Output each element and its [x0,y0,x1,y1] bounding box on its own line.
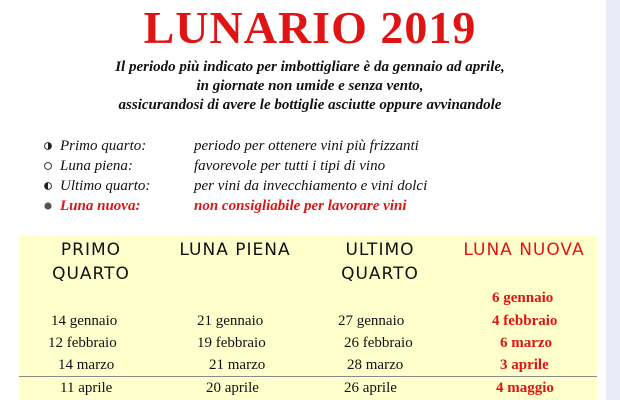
legend-item-full-moon [44,156,604,176]
legend-name: Luna nuova: [60,198,141,214]
date-cell: 4 febbraio [492,313,558,329]
date-cell: 28 marzo [347,357,404,373]
column-header [19,238,163,286]
date-cell: 3 aprile [500,357,549,373]
page-title: LUNARIO 2019 [143,2,477,53]
legend-name: Ultimo quarto: [60,178,151,194]
table-row-separator [19,376,597,377]
moon-phase-legend [44,136,604,216]
legend-item-first-quarter [44,136,604,156]
intro-line: in giornate non umide e senza vento, [196,78,424,94]
legend-desc: periodo per ottenere vini più frizzanti [194,138,419,154]
intro-line: Il periodo più indicato per imbottigliare è da gennaio ad aprile, [115,59,505,75]
column-header-line: LUNA NUOVA [463,240,585,260]
first-quarter-moon-icon [44,142,52,150]
date-cell: 26 febbraio [344,335,413,351]
full-moon-icon [44,162,52,170]
column-header-line: QUARTO [341,264,419,284]
legend-desc: favorevole per tutti i tipi di vino [194,158,386,174]
new-moon-icon [44,202,52,210]
column-header [308,238,452,286]
legend-desc: per vini da invecchiamento e vini dolci [194,178,428,194]
date-cell: 6 marzo [500,335,553,351]
date-cell: 4 maggio [496,380,554,396]
column-header-line: ULTIMO [345,240,415,260]
legend-item-new-moon [44,196,604,216]
last-quarter-moon-icon [44,182,52,190]
column-header-line: QUARTO [52,264,130,284]
legend-name: Primo quarto: [60,138,147,154]
date-cell: 26 aprile [344,380,397,396]
date-cell: 14 gennaio [51,313,118,329]
intro-line: assicurandosi di avere le bottiglie asciutte oppure avvinandole [118,97,502,113]
date-cell: 11 aprile [60,380,113,396]
column-header-line: PRIMO [60,240,122,260]
column-header-line: LUNA PIENA [179,240,291,260]
date-cell: 20 aprile [206,380,259,396]
date-cell: 19 febbraio [197,335,266,351]
date-cell: 12 febbraio [48,335,117,351]
legend-desc: non consigliabile per lavorare vini [194,198,407,214]
column-header [163,238,307,262]
column-header [452,238,596,262]
legend-name: Luna piena: [60,158,133,174]
date-cell: 14 marzo [58,357,115,373]
date-cell: 21 marzo [209,357,266,373]
date-cell: 6 gennaio [492,290,554,306]
date-cell: 27 gennaio [338,313,405,329]
date-cell: 21 gennaio [197,313,264,329]
intro-paragraph [0,58,620,115]
moon-phases-table [19,236,597,400]
legend-item-last-quarter [44,176,604,196]
